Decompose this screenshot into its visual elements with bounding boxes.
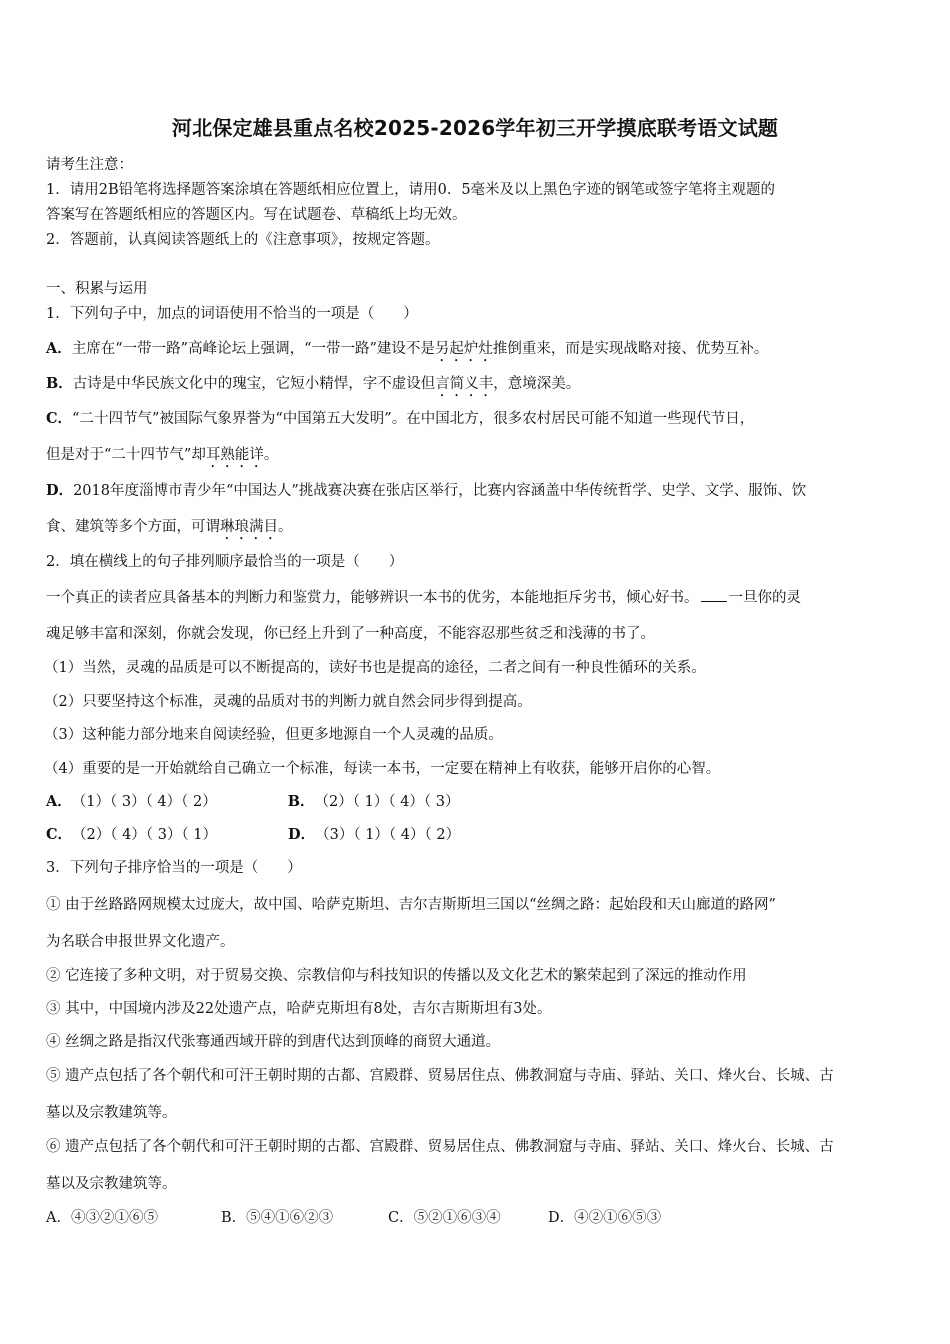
passage-text: 一个真正的读者应具备基本的判断力和鉴赏力，能够辨识一本书的优劣，本能地拒斥劣书，倾心好书。: [46, 590, 699, 606]
option-text: 。: [263, 447, 279, 463]
q3-option-a: A．④③②①⑥⑤: [46, 1210, 158, 1226]
q2-stem: 2．填在横线上的句子排列顺序最恰当的一项是（ ）: [46, 554, 404, 570]
notice-line-1: 1．请用2B铅笔将选择题答案涂填在答题纸相应位置上，请用0．5毫米及以上黑色字迹的钢笔或签字笔将主观题的: [46, 182, 776, 198]
dotted-word: 耳熟能详: [205, 447, 264, 463]
option-text: “二十四节气”被国际气象界誉为“中国第五大发明”。在中国北方，很多农村居民可能不知道一些现代节日，: [72, 411, 755, 427]
dotted-word: 琳琅满目: [220, 519, 278, 535]
q3-option-b: B．⑤④①⑥②③: [221, 1210, 334, 1226]
option-text: 但是对于“二十四节气”却: [46, 447, 206, 463]
q2-sentence-2: （2）只要坚持这个标准，灵魂的品质对书的判断力就自然会同步得到提高。: [44, 694, 532, 710]
option-label: C．: [46, 410, 73, 427]
q3-item-2: ② 它连接了多种文明，对于贸易交换、宗教信仰与科技知识的传播以及文化艺术的繁荣起到了深远的推动作用: [46, 968, 747, 984]
q1-option-d: [46, 479, 806, 500]
q3-option-c: C．⑤②①⑥③④: [388, 1210, 501, 1226]
q2-options-ab: [46, 790, 460, 811]
option-label: D．: [288, 826, 316, 843]
dotted-word: 言简义丰: [435, 376, 494, 392]
option-label: A．: [46, 793, 72, 810]
q2-passage-1: [46, 586, 801, 607]
option-text: 主席在“一带一路”高峰论坛上强调，“一带一路”建设不是: [71, 341, 435, 357]
q2-passage-2: 魂足够丰富和深刻，你就会发现，你已经上升到了一种高度，不能容忍那些贫乏和浅薄的书了。: [46, 626, 655, 642]
q2-option-b: （2）（ 1）（ 4）（ 3）: [314, 794, 460, 810]
q3-item-6-cont: 墓以及宗教建筑等。: [46, 1176, 177, 1192]
q3-item-3: ③ 其中，中国境内涉及22处遗产点，哈萨克斯坦有8处，吉尔吉斯斯坦有3处。: [46, 1001, 552, 1017]
option-label: A．: [46, 340, 72, 357]
page-title: 河北保定雄县重点名校2025-2026学年初三开学摸底联考语文试题: [171, 116, 779, 140]
option-label: B．: [287, 793, 315, 810]
option-text: 古诗是中华民族文化中的瑰宝，它短小精悍，字不虚设但: [72, 376, 436, 392]
q1-option-c-cont: [46, 443, 278, 471]
q1-option-d-cont: [46, 515, 293, 543]
q3-item-5-cont: 墓以及宗教建筑等。: [46, 1105, 177, 1121]
q3-item-5: ⑤ 遗产点包括了各个朝代和可汗王朝时期的古都、宫殿群、贸易居住点、佛教洞窟与寺庙、驿站、关口、烽火台、长城、古: [46, 1068, 834, 1084]
q2-sentence-4: （4）重要的是一开始就给自己确立一个标准，每读一本书，一定要在精神上有收获，能够开启你的心智。: [44, 761, 721, 777]
option-text: 食、建筑等多个方面，可谓: [46, 519, 220, 535]
q2-sentence-1: （1）当然，灵魂的品质是可以不断提高的，读好书也是提高的途径，二者之间有一种良性循环的关系。: [44, 660, 706, 676]
notice-line-3: 2．答题前，认真阅读答题纸上的《注意事项》，按规定答题。: [46, 232, 440, 248]
q3-item-6: ⑥ 遗产点包括了各个朝代和可汗王朝时期的古都、宫殿群、贸易居住点、佛教洞窟与寺庙、驿站、关口、烽火台、长城、古: [46, 1139, 834, 1155]
dotted-word: 另起炉灶: [434, 341, 493, 357]
q2-option-c: （2）（ 4）（ 3）（ 1）: [72, 827, 218, 843]
notice-heading: 请考生注意：: [46, 157, 133, 173]
option-label: C．: [46, 826, 73, 843]
q3-stem: 3．下列句子排序恰当的一项是（ ）: [46, 860, 302, 876]
notice-line-2: 答案写在答题纸相应的答题区内。写在试题卷、草稿纸上均无效。: [46, 207, 467, 223]
q2-sentence-3: （3）这种能力部分地来自阅读经验，但更多地源自一个人灵魂的品质。: [44, 727, 503, 743]
fill-blank: [701, 591, 727, 602]
q2-options-cd: [46, 823, 460, 844]
option-text: 2018年度淄博市青少年“中国达人”挑战赛决赛在张店区举行，比赛内容涵盖中华传统哲学、史学、文学、服饰、饮: [73, 483, 807, 499]
q3-option-d: D．④②①⑥⑤③: [548, 1210, 662, 1226]
q1-option-a: [46, 337, 768, 365]
option-label: D．: [46, 482, 74, 499]
passage-text: 一旦你的灵: [728, 590, 801, 606]
q1-stem: 1．下列句子中，加点的词语使用不恰当的一项是（ ）: [46, 306, 418, 322]
q1-option-c: [46, 407, 754, 428]
option-text: 。: [278, 519, 293, 535]
option-label: B．: [46, 375, 73, 392]
q3-item-4: ④ 丝绸之路是指汉代张骞通西域开辟的到唐代达到顶峰的商贸大通道。: [46, 1034, 501, 1050]
q2-option-a: （1）（ 3）（ 4）（ 2）: [71, 794, 217, 810]
q3-item-1: ① 由于丝路路网规模太过庞大，故中国、哈萨克斯坦、吉尔吉斯斯坦三国以“丝绸之路：起始段和天山廊道的路网”: [46, 897, 776, 913]
q3-item-1-cont: 为名联合申报世界文化遗产。: [46, 934, 235, 950]
q1-option-b: [46, 372, 580, 400]
section-heading: 一、积累与运用: [46, 281, 148, 297]
q3-options: [46, 1206, 661, 1227]
option-text: ，意境深美。: [493, 376, 581, 392]
option-text: 推倒重来，而是实现战略对接、优势互补。: [492, 341, 769, 357]
q2-option-d: （3）（ 1）（ 4）（ 2）: [315, 827, 461, 843]
